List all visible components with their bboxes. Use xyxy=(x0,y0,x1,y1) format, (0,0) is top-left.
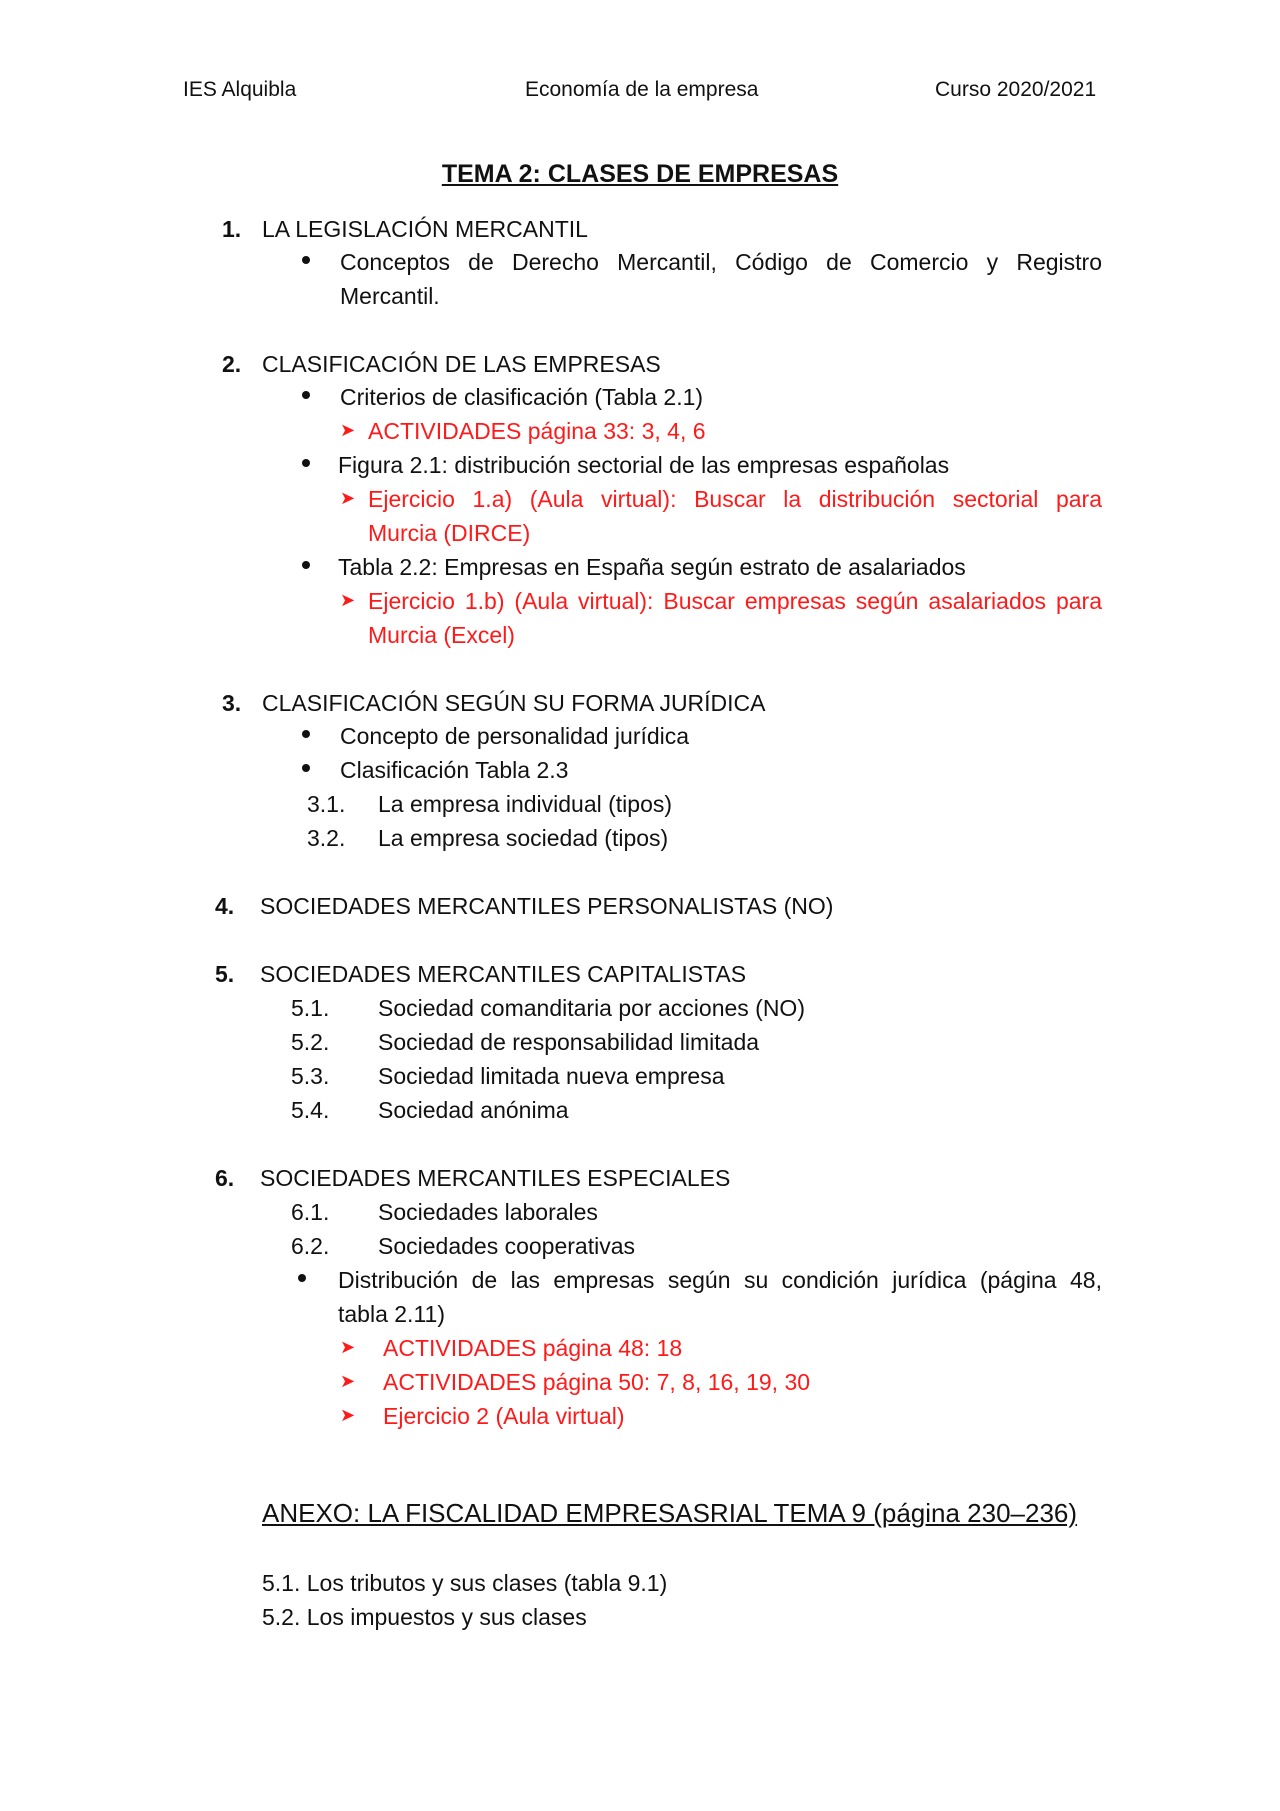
arrow-bullet-icon: ➤ xyxy=(340,1405,356,1425)
section-5-sub-4-number: 5.4. xyxy=(291,1097,330,1123)
section-6-exercise-2: Ejercicio 2 (Aula virtual) xyxy=(383,1403,625,1429)
page-title: TEMA 2: CLASES DE EMPRESAS xyxy=(441,160,839,188)
bullet-dot-icon xyxy=(298,1274,306,1282)
section-1-number: 1. xyxy=(222,216,242,242)
section-6-bullet-1-line-2: tabla 2.11) xyxy=(338,1301,445,1327)
section-2-bullet-1: Criterios de clasificación (Tabla 2.1) xyxy=(340,384,704,410)
header-course: Curso 2020/2021 xyxy=(935,78,1097,101)
section-6-bullet-1-line-1: Distribución de las empresas según su condición jurídica (página 48, xyxy=(338,1267,1102,1293)
section-6-sub-2-text: Sociedades cooperativas xyxy=(378,1233,635,1259)
section-4-heading: SOCIEDADES MERCANTILES PERSONALISTAS (NO) xyxy=(260,893,834,919)
section-6-sub-1-number: 6.1. xyxy=(291,1199,330,1225)
section-4-number: 4. xyxy=(215,893,235,919)
arrow-bullet-icon: ➤ xyxy=(340,1337,356,1357)
section-5-sub-1-number: 5.1. xyxy=(291,995,330,1021)
section-2-exercise-1a-line-2: Murcia (DIRCE) xyxy=(368,520,531,546)
section-3-number: 3. xyxy=(222,690,242,716)
section-6-sub-1-text: Sociedades laborales xyxy=(378,1199,598,1225)
section-6-heading: SOCIEDADES MERCANTILES ESPECIALES xyxy=(260,1165,731,1191)
section-2-exercise-1b-line-2: Murcia (Excel) xyxy=(368,622,515,648)
annex-item-2: 5.2. Los impuestos y sus clases xyxy=(262,1604,587,1630)
section-3-bullet-2: Clasificación Tabla 2.3 xyxy=(340,757,569,783)
section-6-activity-1: ACTIVIDADES página 48: 18 xyxy=(383,1335,683,1361)
section-3-heading: CLASIFICACIÓN SEGÚN SU FORMA JURÍDICA xyxy=(262,690,766,716)
section-6-activity-2: ACTIVIDADES página 50: 7, 8, 16, 19, 30 xyxy=(383,1369,811,1395)
arrow-bullet-icon: ➤ xyxy=(340,1371,356,1391)
section-2-exercise-1b-line-1: Ejercicio 1.b) (Aula virtual): Buscar empresas según asalariados para xyxy=(368,588,1102,614)
section-5-sub-3-text: Sociedad limitada nueva empresa xyxy=(378,1063,725,1089)
section-2-activity-1: ACTIVIDADES página 33: 3, 4, 6 xyxy=(368,418,706,444)
arrow-bullet-icon: ➤ xyxy=(340,590,356,610)
bullet-dot-icon xyxy=(302,459,310,467)
bullet-dot-icon xyxy=(302,256,310,264)
section-2-bullet-3: Tabla 2.2: Empresas en España según estrato de asalariados xyxy=(338,554,966,580)
section-6-sub-2-number: 6.2. xyxy=(291,1233,330,1259)
section-5-number: 5. xyxy=(215,961,235,987)
section-1-bullet-1-line-1: Conceptos de Derecho Mercantil, Código de Comercio y Registro xyxy=(340,249,1102,275)
section-2-heading: CLASIFICACIÓN DE LAS EMPRESAS xyxy=(262,351,661,377)
section-6-number: 6. xyxy=(215,1165,235,1191)
bullet-dot-icon xyxy=(302,730,310,738)
annex-item-1: 5.1. Los tributos y sus clases (tabla 9.1) xyxy=(262,1570,668,1596)
section-2-number: 2. xyxy=(222,351,242,377)
header-subject: Economía de la empresa xyxy=(525,78,759,101)
section-5-heading: SOCIEDADES MERCANTILES CAPITALISTAS xyxy=(260,961,747,987)
bullet-dot-icon xyxy=(302,561,310,569)
bullet-dot-icon xyxy=(302,764,310,772)
section-5-sub-2-number: 5.2. xyxy=(291,1029,330,1055)
section-2-bullet-2: Figura 2.1: distribución sectorial de las empresas españolas xyxy=(338,452,950,478)
section-3-sub-2-number: 3.2. xyxy=(307,825,346,851)
section-1-bullet-1-line-2: Mercantil. xyxy=(340,283,440,309)
section-1-heading: LA LEGISLACIÓN MERCANTIL xyxy=(262,216,588,242)
section-2-exercise-1a-line-1: Ejercicio 1.a) (Aula virtual): Buscar la distribución sectorial para xyxy=(368,486,1102,512)
arrow-bullet-icon: ➤ xyxy=(340,488,356,508)
section-3-bullet-1: Concepto de personalidad jurídica xyxy=(340,723,690,749)
section-3-sub-2-text: La empresa sociedad (tipos) xyxy=(378,825,669,851)
section-5-sub-2-text: Sociedad de responsabilidad limitada xyxy=(378,1029,760,1055)
annex-title: ANEXO: LA FISCALIDAD EMPRESASRIAL TEMA 9 (página 230–236) xyxy=(262,1498,1078,1528)
section-5-sub-3-number: 5.3. xyxy=(291,1063,330,1089)
section-5-sub-4-text: Sociedad anónima xyxy=(378,1097,569,1123)
bullet-dot-icon xyxy=(302,391,310,399)
header-school: IES Alquibla xyxy=(183,78,297,101)
section-3-sub-1-number: 3.1. xyxy=(307,791,346,817)
section-5-sub-1-text: Sociedad comanditaria por acciones (NO) xyxy=(378,995,805,1021)
arrow-bullet-icon: ➤ xyxy=(340,420,356,440)
section-3-sub-1-text: La empresa individual (tipos) xyxy=(378,791,673,817)
